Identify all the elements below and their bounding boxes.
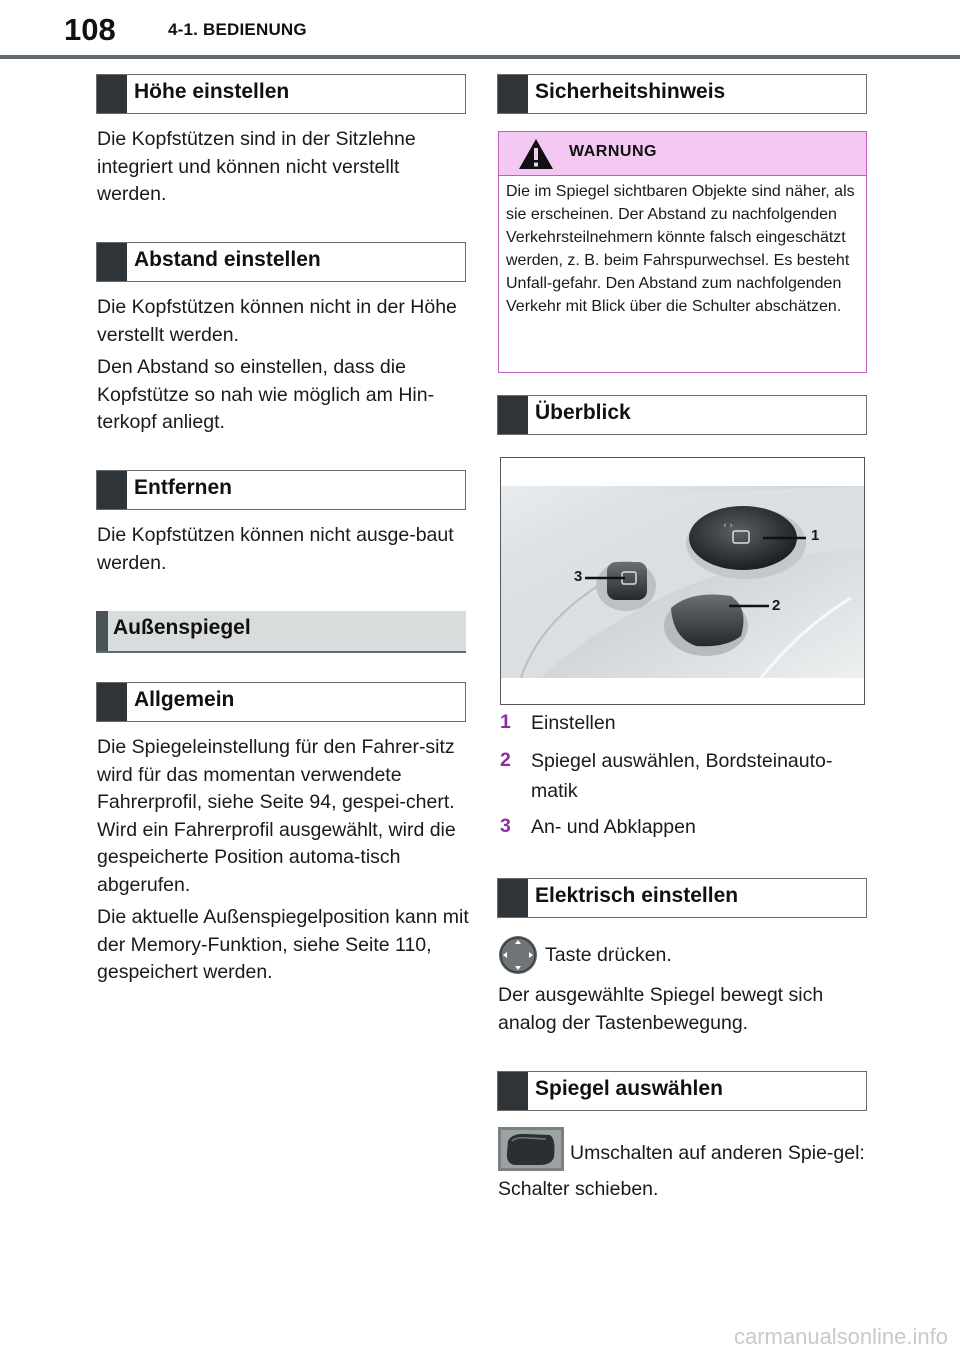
heading-entfernen: [96, 470, 466, 510]
heading-text: Sicherheitshinweis: [535, 80, 726, 103]
heading-bar: [97, 243, 127, 281]
watermark: carmanualsonline.info: [733, 1324, 948, 1349]
heading-bar: [498, 396, 528, 434]
heading-bar: [96, 611, 108, 651]
direction-pad-icon: [496, 934, 540, 976]
heading-bar: [97, 683, 127, 721]
callout-3: 3: [574, 568, 583, 585]
heading-text: Entfernen: [134, 476, 233, 499]
heading-bar: [97, 471, 127, 509]
heading-bar: [498, 75, 528, 113]
paragraph-hoehe: Die Kopfstützen sind in der Sitzlehne integriert und können nicht verstellt werden.: [97, 128, 416, 205]
paragraph-taste-druecken: Taste drücken.: [545, 944, 672, 966]
paragraph-abstand-1: Die Kopfstützen können nicht in der Höhe verstellt werden.: [97, 296, 457, 346]
svg-text:‹ ›: ‹ ›: [723, 521, 734, 531]
legend-text-3: An- und Abklappen: [531, 816, 696, 838]
heading-spiegel-auswaehlen: [497, 1071, 867, 1111]
warning-header: [499, 132, 866, 176]
legend-text-1: Einstellen: [531, 712, 616, 734]
heading-bar: [498, 879, 528, 917]
legend-number-1: 1: [500, 711, 511, 733]
heading-text: Überblick: [535, 401, 631, 424]
heading-sicherheitshinweis: [497, 74, 867, 114]
warning-triangle-icon: [518, 138, 554, 170]
mirror-control-figure: [500, 457, 865, 705]
paragraph-spiegel-bewegt: Der ausgewählte Spiegel bewegt sich analog der Tastenbewegung.: [498, 984, 824, 1034]
heading-bar: [498, 1072, 528, 1110]
heading-text: Allgemein: [134, 688, 235, 711]
paragraph-umschalten: Umschalten auf anderen Spie-gel: Schalter schieben.: [498, 1142, 865, 1200]
mirror-control-illustration: [501, 458, 865, 705]
heading-allgemein: [96, 682, 466, 722]
heading-ueberblick: [497, 395, 867, 435]
warning-box: [498, 131, 867, 373]
legend-number-3: 3: [500, 815, 511, 837]
callout-1: 1: [811, 527, 820, 544]
heading-text: Elektrisch einstellen: [535, 884, 739, 907]
legend-number-2: 2: [500, 749, 511, 771]
heading-text: Höhe einstellen: [134, 80, 290, 103]
page-number: 108: [64, 12, 116, 47]
heading-text: Außenspiegel: [113, 616, 251, 639]
paragraph-allgemein-2: Die aktuelle Außenspiegelposition kann mit der Memory-Funktion, siehe Seite 110, gespeichert werden.: [97, 906, 469, 983]
paragraph-entfernen: Die Kopfstützen können nicht ausge-baut werden.: [97, 524, 454, 574]
warning-title: WARNUNG: [569, 143, 657, 160]
paragraph-allgemein-1: Die Spiegeleinstellung für den Fahrer-sitz wird für das momentan verwendete Fahrerprofil, siehe Seite 94, gespei-chert. Wird ein Fahrerprofil ausgewählt, wird die gespeicherte Position automa-tisch abgerufen.: [97, 736, 456, 896]
heading-bar: [97, 75, 127, 113]
heading-text: Abstand einstellen: [134, 248, 321, 271]
heading-elektrisch-einstellen: [497, 878, 867, 918]
heading-abstand-einstellen: [96, 242, 466, 282]
heading-aussenspiegel: [96, 611, 466, 653]
heading-hoehe-einstellen: [96, 74, 466, 114]
legend-text-2: Spiegel auswählen, Bordsteinauto-matik: [531, 750, 833, 802]
chapter-title: 4-1. BEDIENUNG: [168, 20, 307, 39]
header-rule: [0, 55, 960, 59]
callout-2: 2: [772, 597, 781, 614]
warning-text: Die im Spiegel sichtbaren Objekte sind näher, als sie erscheinen. Der Abstand zu nachfolgenden Verkehrsteilnehmern könnte falsch eingeschätzt werden, z. B. beim Fahrspurwechsel. Es besteht Unfall-gefahr. Den Abstand zum nachfolgenden Verkehr mit Blick über die Schulter abschätzen.: [506, 183, 855, 315]
heading-text: Spiegel auswählen: [535, 1077, 723, 1100]
paragraph-abstand-2: Den Abstand so einstellen, dass die Kopfstütze so nah wie möglich am Hin-terkopf anliegt.: [97, 356, 435, 433]
